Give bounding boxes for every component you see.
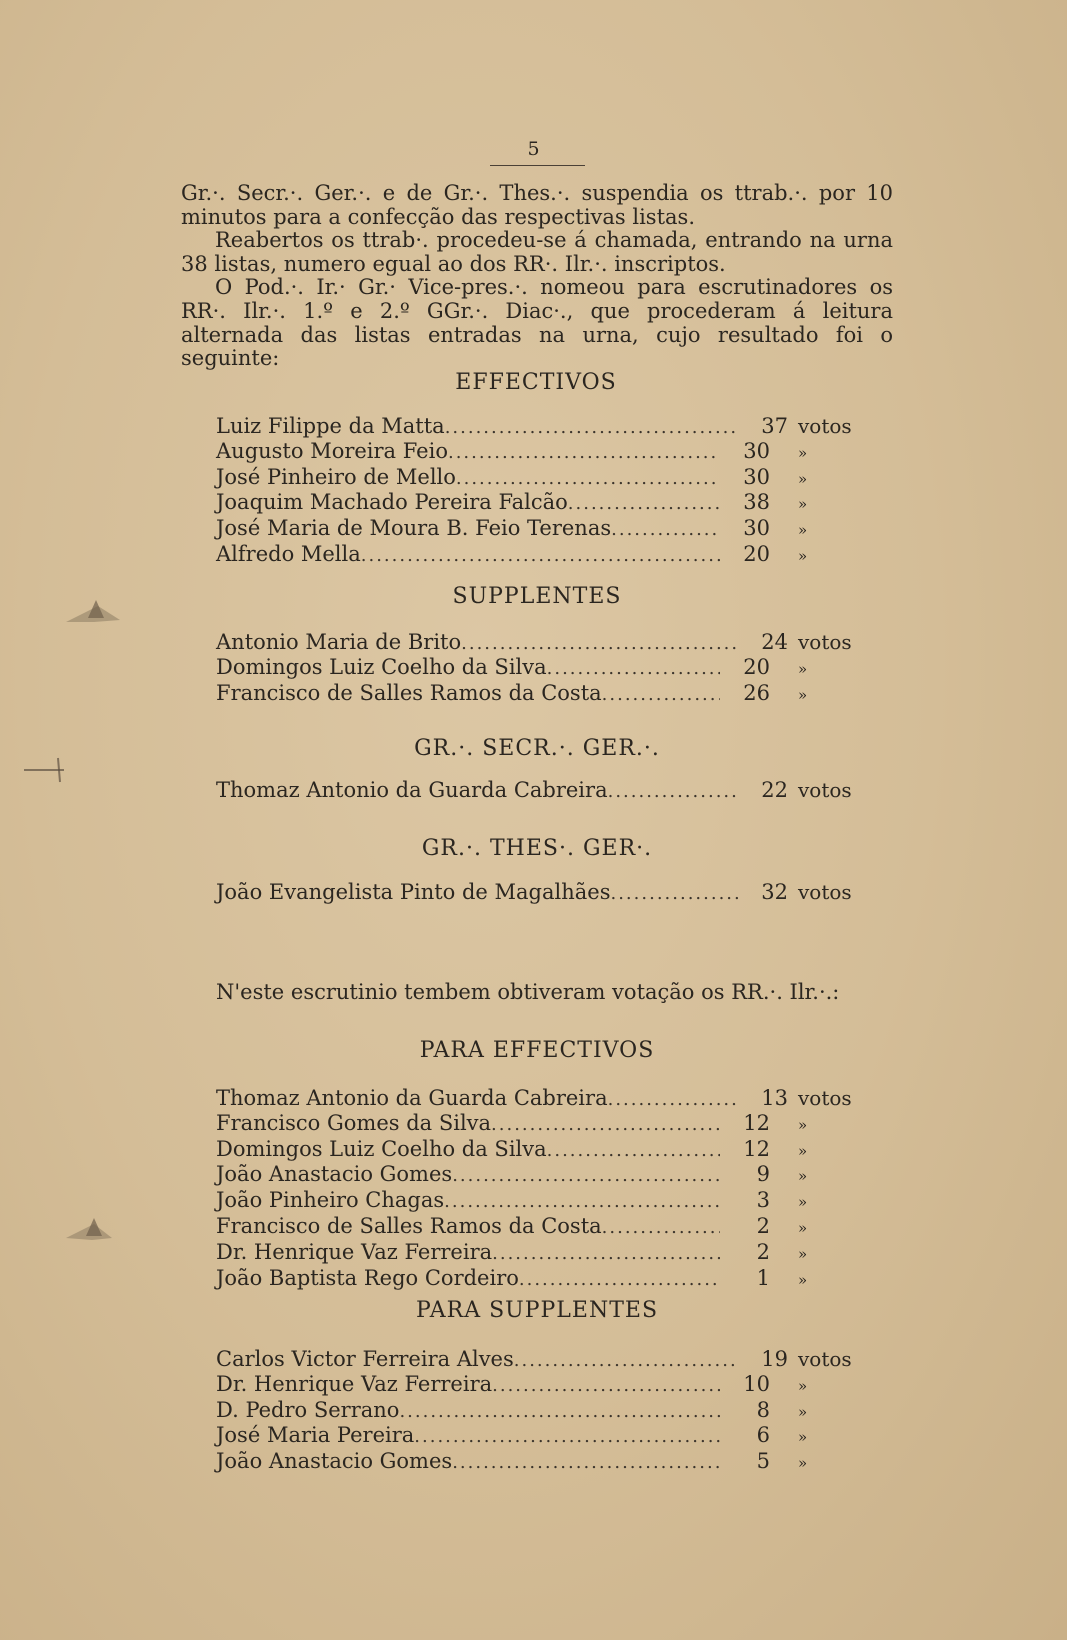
- dot-leader: [445, 416, 738, 440]
- vote-row: [216, 491, 866, 517]
- dot-leader: [461, 632, 738, 656]
- vote-unit: »: [798, 521, 808, 540]
- vote-row: [216, 1087, 866, 1112]
- candidate-name: João Baptista Rego Cordeiro: [216, 1265, 519, 1290]
- page-number: 5: [527, 138, 540, 160]
- vote-unit: votos: [798, 1347, 852, 1371]
- vote-count: 6: [756, 1423, 770, 1448]
- candidate-name: Dr. Henrique Vaz Ferreira: [216, 1239, 493, 1264]
- vote-count: 22: [761, 778, 788, 802]
- vote-count: 30: [743, 438, 770, 463]
- intro-line-3: O Pod.·. Ir.· Gr.· Vice-pres.·. nomeou para escrutinadores os RR·. Ilr.·. 1.º e 2.º GGr.·. Diac·., que procederam á leitura alternada das listas entradas na urna, cujo resultado foi o seguinte:: [181, 275, 893, 371]
- vote-count: 30: [743, 516, 770, 541]
- candidate-name: Luiz Filippe da Matta: [216, 414, 445, 438]
- list-para-supplentes: [216, 1348, 866, 1476]
- vote-row: [216, 1215, 866, 1241]
- vote-unit: »: [798, 1193, 808, 1212]
- vote-unit: »: [798, 443, 808, 462]
- vote-row: [216, 1399, 866, 1425]
- dot-leader: [456, 467, 720, 491]
- dot-leader: [602, 1216, 720, 1240]
- vote-count: 13: [761, 1086, 788, 1110]
- vote-count: 38: [743, 490, 770, 515]
- dot-leader: [444, 1190, 720, 1214]
- margin-ornament-icon-2: [60, 1212, 120, 1262]
- vote-unit: »: [798, 1218, 808, 1237]
- candidate-name: Augusto Moreira Feio: [216, 438, 448, 463]
- vote-count: 8: [756, 1397, 770, 1422]
- heading-para-supplentes: PARA SUPPLENTES: [415, 1298, 659, 1323]
- dot-leader: [547, 657, 720, 681]
- candidate-name: João Pinheiro Chagas: [216, 1188, 445, 1213]
- dot-leader: [610, 882, 738, 906]
- vote-row: [216, 1241, 866, 1267]
- vote-row: [216, 656, 866, 682]
- heading-gr-secr-ger: GR.·. SECR.·. GER.·.: [414, 736, 660, 761]
- vote-count: 26: [743, 680, 770, 705]
- vote-count: 9: [756, 1162, 770, 1187]
- candidate-name: Francisco Gomes da Silva: [216, 1110, 492, 1135]
- candidate-name: Francisco de Salles Ramos da Costa: [216, 680, 602, 705]
- vote-unit: »: [798, 1376, 808, 1395]
- candidate-name: Francisco de Salles Ramos da Costa: [216, 1213, 602, 1238]
- heading-gr-thes-ger: GR.·. THES·. GER·.: [421, 836, 653, 861]
- candidate-name: Carlos Victor Ferreira Alves: [216, 1347, 514, 1371]
- vote-unit: »: [798, 1115, 808, 1134]
- vote-unit: »: [798, 546, 808, 565]
- dot-leader: [491, 1113, 720, 1137]
- vote-unit: votos: [798, 880, 852, 904]
- vote-count: 30: [743, 464, 770, 489]
- vote-unit: »: [798, 1402, 808, 1421]
- vote-row: [216, 1189, 866, 1215]
- vote-row: [216, 517, 866, 543]
- vote-count: 12: [743, 1110, 770, 1135]
- list-gr-secr-ger: [216, 779, 866, 804]
- candidate-name: João Anastacio Gomes: [216, 1449, 453, 1474]
- vote-unit: »: [798, 1428, 808, 1447]
- vote-unit: »: [798, 659, 808, 678]
- vote-count: 20: [743, 541, 770, 566]
- vote-unit: »: [798, 1141, 808, 1160]
- candidate-name: João Evangelista Pinto de Magalhães: [216, 880, 611, 904]
- vote-unit: »: [798, 469, 808, 488]
- dot-leader: [602, 683, 720, 707]
- vote-unit: votos: [798, 630, 852, 654]
- vote-row: [216, 1424, 866, 1450]
- dot-leader: [399, 1400, 720, 1424]
- margin-mark-icon: [20, 752, 70, 792]
- margin-ornament-icon: [58, 592, 128, 642]
- dot-leader: [514, 1349, 738, 1373]
- dot-leader: [492, 1374, 720, 1398]
- heading-para-effectivos: PARA EFFECTIVOS: [419, 1038, 655, 1063]
- dot-leader: [519, 1268, 720, 1292]
- candidate-name: Thomaz Antonio da Guarda Cabreira: [216, 1086, 608, 1110]
- candidate-name: José Maria de Moura B. Feio Terenas: [216, 516, 612, 541]
- vote-count: 24: [761, 630, 788, 654]
- dot-leader: [452, 1164, 720, 1188]
- note-paragraph: N'este escrutinio tembem obtiveram votação os RR.·. Ilr.·.:: [216, 980, 840, 1004]
- candidate-name: Alfredo Mella: [216, 541, 361, 566]
- dot-leader: [608, 780, 738, 804]
- vote-unit: »: [798, 1454, 808, 1473]
- dot-leader: [452, 1451, 720, 1475]
- vote-count: 10: [743, 1371, 770, 1396]
- vote-row: [216, 1267, 866, 1293]
- vote-count: 32: [761, 880, 788, 904]
- vote-row: [216, 1373, 866, 1399]
- dot-leader: [611, 518, 720, 542]
- vote-row: [216, 881, 866, 906]
- candidate-name: Thomaz Antonio da Guarda Cabreira: [216, 778, 608, 802]
- vote-count: 3: [756, 1188, 770, 1213]
- vote-count: 2: [756, 1213, 770, 1238]
- vote-unit: »: [798, 1270, 808, 1289]
- vote-row: [216, 543, 866, 569]
- vote-unit: votos: [798, 1086, 852, 1110]
- dot-leader: [414, 1425, 720, 1449]
- vote-row: [216, 440, 866, 466]
- list-effectivos: [216, 415, 866, 569]
- vote-unit: votos: [798, 414, 852, 438]
- vote-row: [216, 1450, 866, 1476]
- dot-leader: [448, 441, 720, 465]
- vote-row: [216, 682, 866, 708]
- page-number-rule: [490, 165, 585, 166]
- vote-row: [216, 415, 866, 440]
- candidate-name: José Maria Pereira: [216, 1423, 415, 1448]
- vote-row: [216, 466, 866, 492]
- list-gr-thes-ger: [216, 881, 866, 906]
- candidate-name: D. Pedro Serrano: [216, 1397, 400, 1422]
- list-para-effectivos: [216, 1087, 866, 1292]
- intro-line-1: Gr.·. Secr.·. Ger.·. e de Gr.·. Thes.·. suspendia os ttrab.·. por 10 minutos para a confecção das respectivas listas.: [181, 181, 893, 229]
- candidate-name: Antonio Maria de Brito: [216, 630, 462, 654]
- vote-unit: »: [798, 495, 808, 514]
- candidate-name: Domingos Luiz Coelho da Silva: [216, 654, 547, 679]
- vote-row: [216, 779, 866, 804]
- dot-leader: [361, 544, 720, 568]
- candidate-name: Dr. Henrique Vaz Ferreira: [216, 1371, 493, 1396]
- vote-count: 12: [743, 1136, 770, 1161]
- vote-unit: »: [798, 1244, 808, 1263]
- vote-row: [216, 1138, 866, 1164]
- vote-unit: »: [798, 685, 808, 704]
- vote-row: [216, 1163, 866, 1189]
- vote-unit: »: [798, 1167, 808, 1186]
- candidate-name: Domingos Luiz Coelho da Silva: [216, 1136, 547, 1161]
- dot-leader: [547, 1139, 720, 1163]
- dot-leader: [608, 1088, 738, 1112]
- candidate-name: José Pinheiro de Mello: [216, 464, 456, 489]
- vote-count: 20: [743, 654, 770, 679]
- candidate-name: Joaquim Machado Pereira Falcão: [216, 490, 568, 515]
- vote-count: 5: [756, 1449, 770, 1474]
- vote-row: [216, 631, 866, 656]
- vote-row: [216, 1348, 866, 1373]
- vote-row: [216, 1112, 866, 1138]
- dot-leader: [568, 492, 720, 516]
- intro-line-2: Reabertos os ttrab·. procedeu-se á chamada, entrando na urna 38 listas, numero egual ao dos RR·. Ilr.·. inscriptos.: [181, 228, 893, 276]
- vote-count: 37: [761, 414, 788, 438]
- vote-unit: votos: [798, 778, 852, 802]
- heading-effectivos: EFFECTIVOS: [455, 370, 617, 395]
- intro-text: [181, 182, 893, 371]
- vote-count: 19: [761, 1347, 788, 1371]
- vote-count: 1: [756, 1265, 770, 1290]
- candidate-name: João Anastacio Gomes: [216, 1162, 453, 1187]
- dot-leader: [492, 1242, 720, 1266]
- heading-supplentes: SUPPLENTES: [452, 584, 622, 609]
- vote-count: 2: [756, 1239, 770, 1264]
- list-supplentes: [216, 631, 866, 707]
